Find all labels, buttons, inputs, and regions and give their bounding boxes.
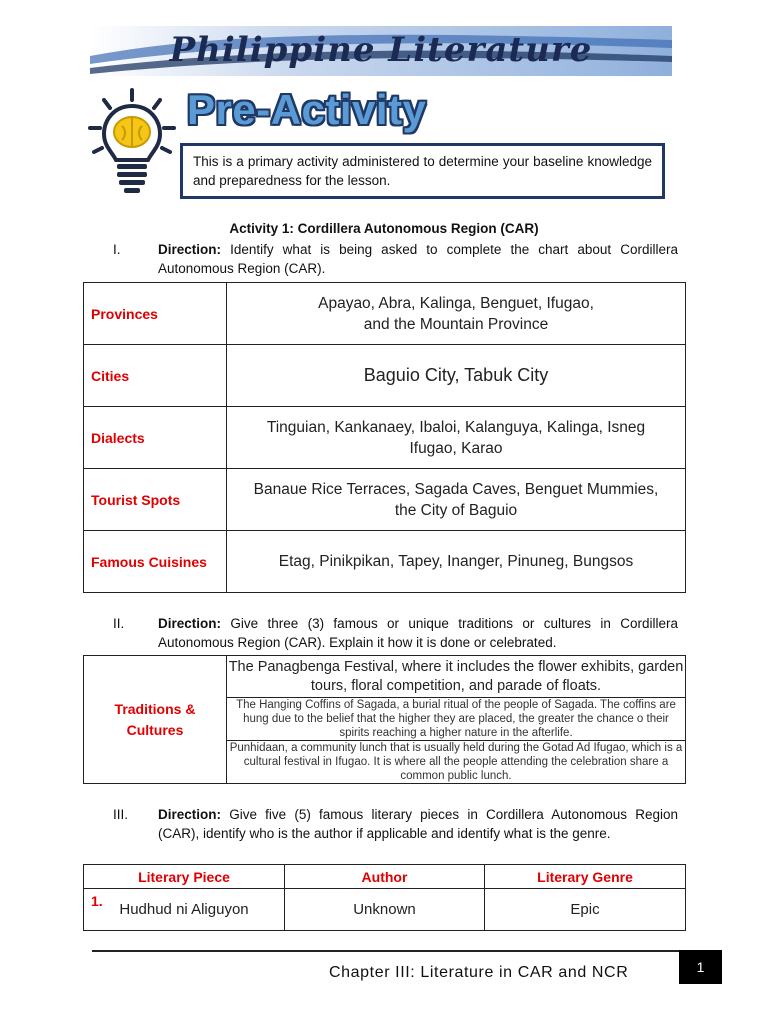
banner-title: Philippine Literature [169, 30, 593, 70]
table-row [84, 407, 686, 469]
car-facts-table [83, 282, 686, 593]
table-row [84, 889, 686, 931]
table-row [84, 656, 686, 698]
direction-3-number: III. [113, 807, 129, 822]
tradition-entry: The Panagbenga Festival, where it includes the flower exhibits, garden tours, floral competition, and parade of floats. [227, 656, 686, 698]
direction-1-label: Direction: [158, 242, 222, 257]
row-value: Etag, Pinikpikan, Tapey, Inanger, Pinuneg, Bungsos [227, 531, 686, 593]
tradition-entry: Punhidaan, a community lunch that is usually held during the Gotad Ad Ifugao, which is a cultural festival in Ifugao. It is where all the people attending the celebration share a common public lunch. [227, 741, 686, 784]
direction-3 [113, 805, 678, 843]
direction-1-text: Identify what is being asked to complete the chart about Cordillera Autonomous Region (CAR). [158, 242, 678, 276]
direction-2-label: Direction: [158, 616, 222, 631]
column-header-piece: Literary Piece [84, 865, 285, 889]
direction-2-number: II. [113, 616, 125, 631]
activity-title: Activity 1: Cordillera Autonomous Region (CAR) [229, 221, 539, 236]
genre-cell: Epic [485, 889, 686, 931]
table-header-row [84, 865, 686, 889]
direction-1-number: I. [113, 242, 121, 257]
row-value: Tinguian, Kankanaey, Ibaloi, Kalanguya, Kalinga, Isneg Ifugao, Karao [227, 407, 686, 469]
column-header-author: Author [285, 865, 485, 889]
tradition-entry: The Hanging Coffins of Sagada, a burial ritual of the people of Sagada. The coffins are hung due to the belief that the higher they are placed, the greater the chance o their spirits reaching a higher nature in the afterlife. [227, 698, 686, 741]
row-value: Banaue Rice Terraces, Sagada Caves, Benguet Mummies, the City of Baguio [227, 469, 686, 531]
row-number: 1. [91, 893, 103, 909]
row-label: Cities [84, 345, 227, 407]
literary-pieces-table [83, 864, 686, 931]
row-label: Dialects [84, 407, 227, 469]
direction-2 [113, 614, 678, 652]
header-banner [90, 26, 672, 76]
table-row [84, 469, 686, 531]
intro-box [180, 143, 665, 199]
literary-piece: Hudhud ni Aliguyon [119, 901, 249, 918]
direction-1 [113, 240, 678, 278]
row-value: Apayao, Abra, Kalinga, Benguet, Ifugao, and the Mountain Province [227, 283, 686, 345]
chapter-footer: Chapter III: Literature in CAR and NCR [329, 964, 629, 981]
direction-3-label: Direction: [158, 807, 222, 822]
traditions-label: Traditions & Cultures [84, 656, 227, 784]
row-value: Baguio City, Tabuk City [227, 345, 686, 407]
page-number: 1 [679, 950, 722, 984]
column-header-genre: Literary Genre [485, 865, 686, 889]
direction-3-text: Give five (5) famous literary pieces in Cordillera Autonomous Region (CAR), identify who is the author if applicable and identify what is the genre. [158, 807, 678, 841]
table-row [84, 283, 686, 345]
literary-piece-cell [84, 889, 285, 931]
traditions-table [83, 655, 686, 784]
row-label: Tourist Spots [84, 469, 227, 531]
table-row [84, 531, 686, 593]
table-row [84, 345, 686, 407]
lightbulb-brain-icon [86, 86, 178, 196]
direction-2-text: Give three (3) famous or unique traditions or cultures in Cordillera Autonomous Region (CAR). Explain it how it is done or celebrated. [158, 616, 678, 650]
author-cell: Unknown [285, 889, 485, 931]
row-label: Famous Cuisines [84, 531, 227, 593]
row-label: Provinces [84, 283, 227, 345]
footer-divider [92, 950, 679, 952]
pre-activity-title: Pre-Activity [187, 86, 427, 133]
intro-text: This is a primary activity administered to determine your baseline knowledge and preparedness for the lesson. [193, 154, 652, 188]
